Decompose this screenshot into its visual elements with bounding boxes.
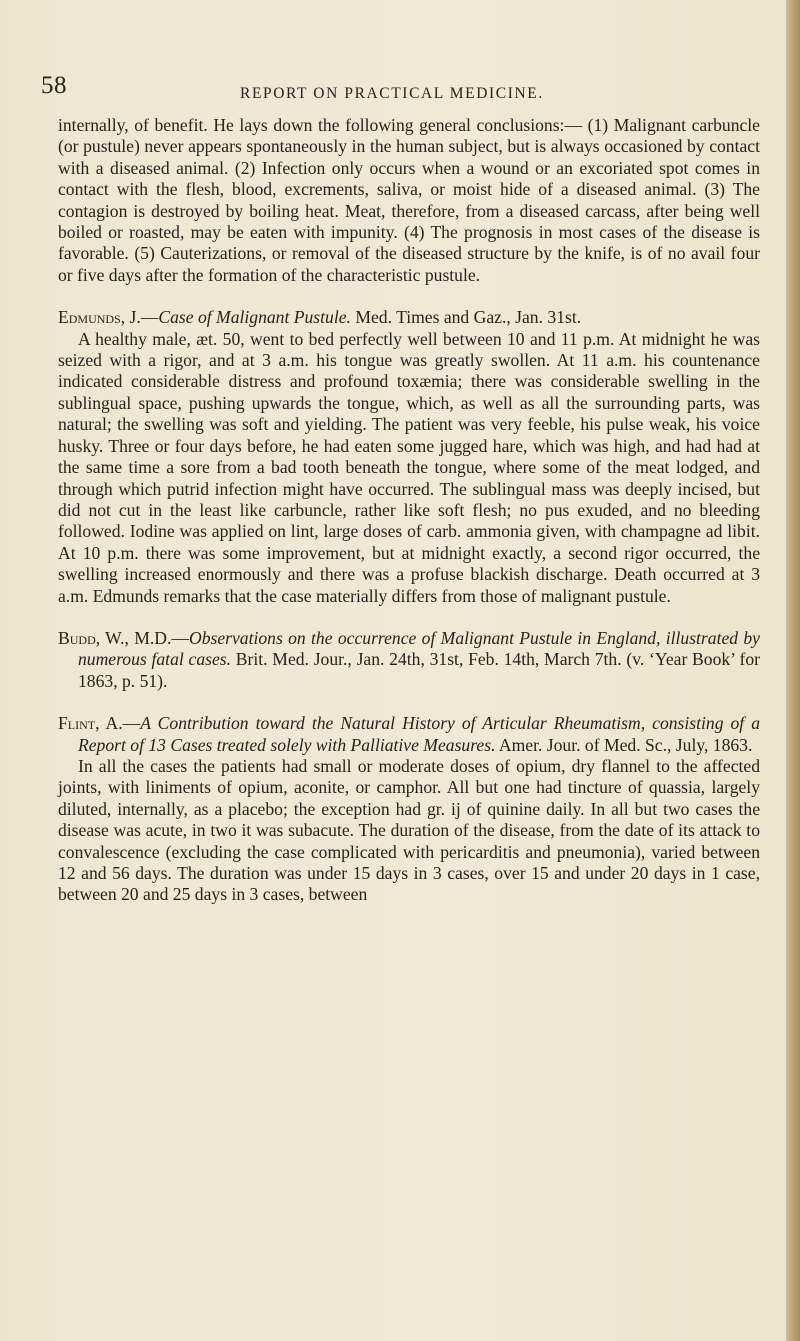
entry-flint: Flint, A.—A Contribution toward the Natural History of Articular Rheumatism, consisting of a Report of 13 Cases treated solely with Palliative Measures. Amer. Jour. of Med. Sc., July, 1863.: [58, 713, 760, 755]
entry-author: Edmunds, J.: [58, 307, 141, 328]
entry-source: Med. Times and Gaz., Jan. 31st.: [355, 307, 582, 328]
page-number: 58: [41, 72, 67, 99]
entry-author: Flint, A.: [58, 713, 123, 734]
entry-source: Brit. Med. Jour., Jan. 24th, 31st, Feb. 14th, March 7th. (v. ‘Year Book’ for 1863, p. 51).: [78, 649, 761, 691]
running-head: REPORT ON PRACTICAL MEDICINE.: [240, 85, 544, 102]
entry-edmunds: Edmunds, J.—Case of Malignant Pustule. Med. Times and Gaz., Jan. 31st.: [58, 307, 582, 328]
entry-title: Case of Malignant Pustule.: [158, 307, 351, 328]
paragraph-conclusions: internally, of benefit. He lays down the following general conclusions:— (1) Malignant carbuncle (or pustule) never appears spontaneously in the human subject, but is always occasioned by contact with a diseased animal. (2) Infection only occurs when a wound or an excoriated spot comes in contact with the flesh, blood, excrements, saliva, or moist hide of a diseased animal. (3) The contagion is destroyed by boiling heat. Meat, therefore, from a diseased carcass, after being well boiled or roasted, may be eaten with impunity. (4) The prognosis in most cases of the disease is favorable. (5) Cauterizations, or removal of the diseased structure by the knife, is of no avail four or five days after the formation of the characteristic pustule.: [58, 115, 760, 285]
entry-title: A Contribution toward the Natural History of Articular Rheumatism, consisting of a Report of 13 Cases treated solely with Palliative Measures.: [78, 713, 760, 755]
entry-source: Amer. Jour. of Med. Sc., July, 1863.: [498, 734, 753, 755]
entry-body: In all the cases the patients had small or moderate doses of opium, dry flannel to the affected joints, with liniments of opium, aconite, or camphor. All but one had tincture of quassia, largely diluted, internally, as a placebo; the exception had gr. ij of quinine daily. In all but two cases the disease was acute, in two it was subacute. The duration of the disease, from the date of its attack to convalescence (excluding the case complicated with pericarditis and pneumonia), varied between 12 and 56 days. The duration was under 15 days in 3 cases, over 15 and under 20 days in 1 case, between 20 and 25 days in 3 cases, between: [58, 755, 760, 905]
entry-author: Budd, W., M.D.: [58, 627, 172, 648]
entry-budd: Budd, W., M.D.—Observations on the occurrence of Malignant Pustule in England, illustrated by numerous fatal cases. Brit. Med. Jour., Jan. 24th, 31st, Feb. 14th, March 7th. (v. ‘Year Book’ for 1863, p. 51).: [58, 627, 761, 691]
page-edge: [786, 0, 800, 1341]
entry-body: A healthy male, æt. 50, went to bed perfectly well between 10 and 11 p.m. At midnight he was seized with a rigor, and at 3 a.m. his tongue was greatly swollen. At 11 a.m. his countenance indicated considerable distress and profound toxæmia; there was considerable swelling in the sublingual space, pushing upwards the tongue, which, as well as all the surrounding parts, was natural; the swelling was soft and yielding. The patient was very feeble, his pulse weak, his voice husky. Three or four days before, he had eaten some jugged hare, which was high, and had had at the same time a sore from a bad tooth beneath the tongue, where some of the meat lodged, and through which putrid infection might have occurred. The sublingual mass was deeply incised, but did not cut in the least like carbuncle, rather like soft flesh; no pus exuded, and no bleeding followed. Iodine was applied on lint, large doses of carb. ammonia given, with champagne ad libit. At 10 p.m. there was some improvement, but at midnight exactly, a second rigor occurred, the swelling increased enormously and there was a profuse blackish discharge. Death occurred at 3 a.m. Edmunds remarks that the case materially differs from those of malignant pustule.: [58, 328, 760, 606]
page-body: [58, 115, 760, 906]
entry-title: Observations on the occurrence of Malignant Pustule in England, illustrated by numerous fatal cases.: [78, 627, 760, 670]
